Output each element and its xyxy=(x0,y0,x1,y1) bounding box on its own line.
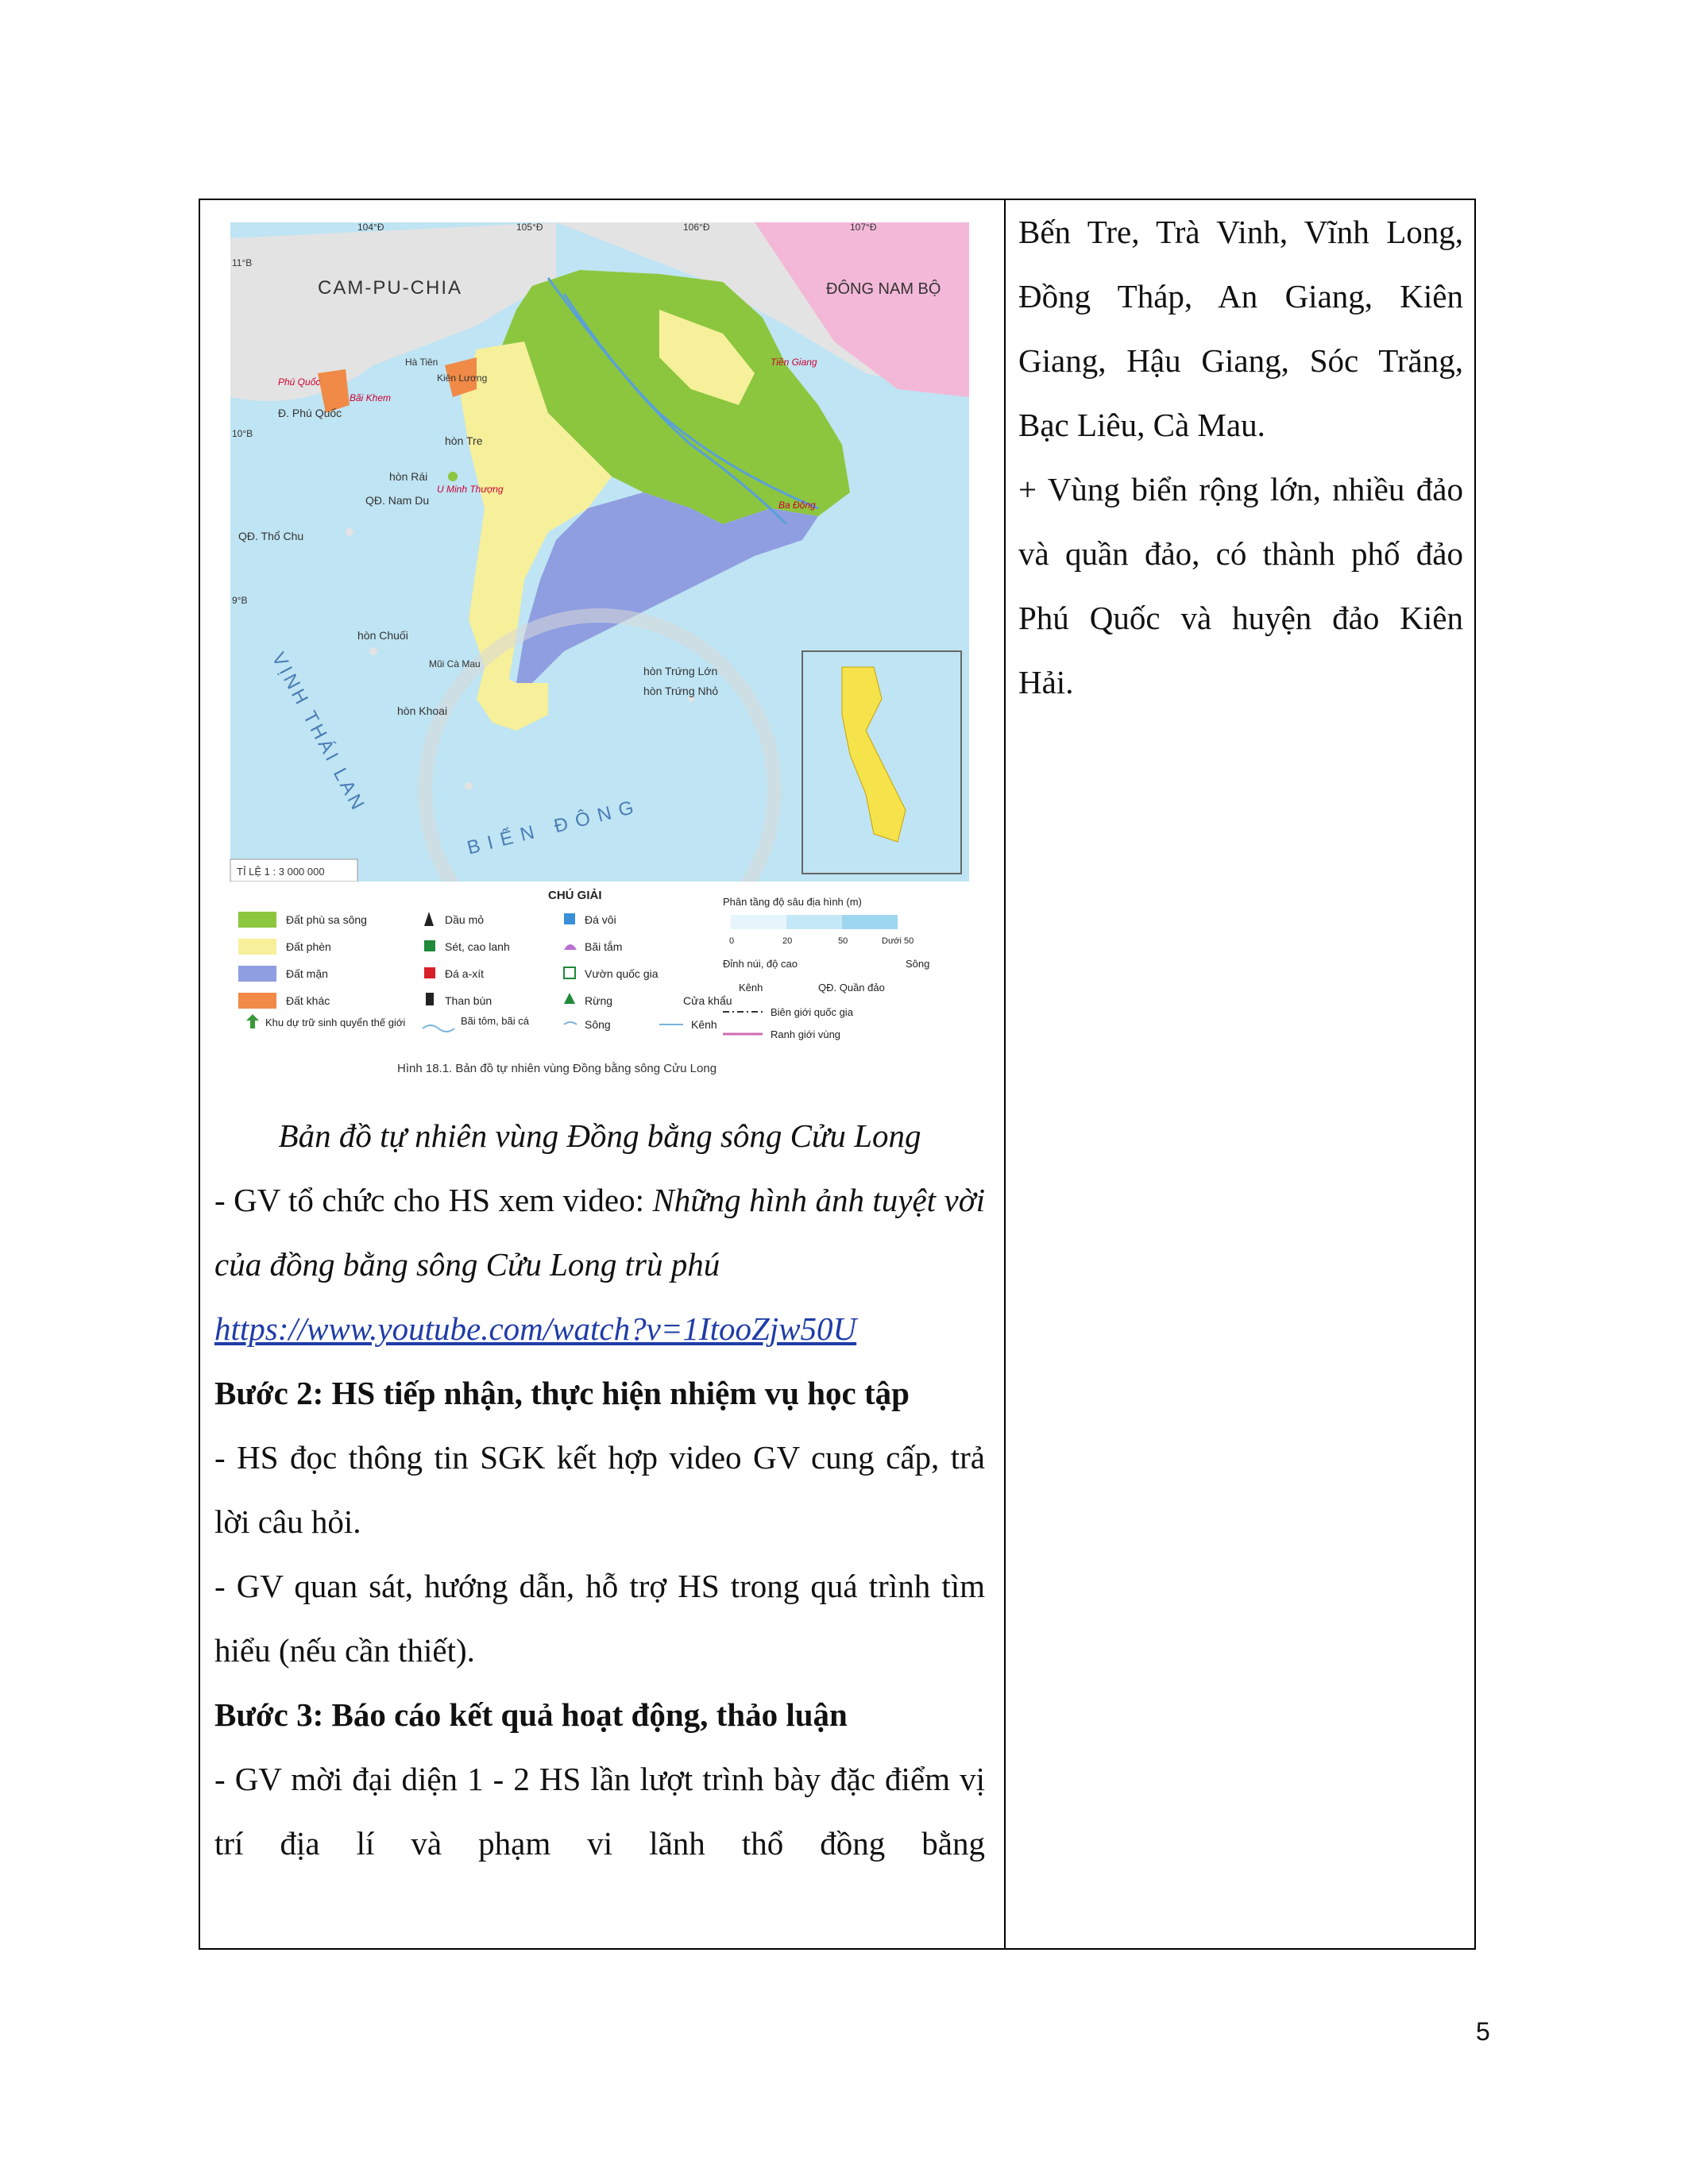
depth-tick-3: Dưới 50 xyxy=(882,936,914,946)
depth-tick-1: 20 xyxy=(782,936,793,946)
sea-paragraph: + Vùng biển rộng lớn, nhiều đảo và quần đảo, có thành phố đảo Phú Quốc và huyện đảo Kiên Hải. xyxy=(1018,471,1463,700)
mekong-delta-map xyxy=(214,206,985,1104)
swatch-other xyxy=(238,993,276,1009)
legend-other-1: Đá vôi xyxy=(585,913,616,926)
legend-marine-2: Sông xyxy=(585,1018,611,1031)
step2-paragraph-1: - HS đọc thông tin SGK kết hợp video GV cung cấp, trả lời câu hỏi. xyxy=(214,1439,985,1540)
legend-other-4: Rừng xyxy=(585,994,613,1007)
coord-lat10: 10°B xyxy=(232,428,253,439)
label-mui-ca-mau: Mũi Cà Mau xyxy=(429,658,481,669)
coord-lon106: 106°Đ xyxy=(683,222,710,233)
step3-paragraph-1: - GV mời đại diện 1 - 2 HS lần lượt trình bày đặc điểm vị trí địa lí và phạm vi lãnh thổ đồng bằng xyxy=(214,1761,985,1862)
label-tien-giang: Tiền Giang xyxy=(771,357,817,368)
column-divider xyxy=(1004,200,1006,1948)
step2-paragraph-2: - GV quan sát, hướng dẫn, hỗ trợ HS trong quá trình tìm hiểu (nếu cần thiết). xyxy=(214,1568,985,1669)
legend-mineral-4: Than bùn xyxy=(445,994,492,1007)
legend-river: Sông xyxy=(906,958,930,970)
tho-chu-island xyxy=(346,528,353,536)
label-southeast: ĐÔNG NAM BỘ xyxy=(826,280,941,298)
legend-soil-3: Đất mặn xyxy=(286,967,328,980)
label-bai-khem: Bãi Khem xyxy=(350,392,392,403)
depth-tick-0: 0 xyxy=(729,936,735,946)
legend-region-border: Ranh giới vùng xyxy=(771,1028,841,1040)
coord-lon104: 104°Đ xyxy=(357,222,384,233)
label-trung-lon: hòn Trứng Lớn xyxy=(643,665,718,677)
label-hon-rai: hòn Rái xyxy=(389,470,428,483)
right-column xyxy=(1018,200,1463,715)
hon-rai-island xyxy=(448,472,458,481)
label-ha-tien: Hà Tiên xyxy=(405,357,438,368)
legend-mineral-3: Đá a-xít xyxy=(445,967,485,980)
label-trung-nho: hòn Trứng Nhỏ xyxy=(643,685,719,697)
label-phu-quoc: Đ. Phú Quốc xyxy=(278,407,342,419)
legend-marine-1: Bãi tôm, bãi cá xyxy=(461,1015,529,1027)
swatch-saline xyxy=(238,966,276,982)
legend-other-2: Bãi tắm xyxy=(585,940,623,953)
legend-mineral-1: Dầu mỏ xyxy=(445,913,485,926)
label-gulf: VỊNH THÁI LAN xyxy=(267,649,370,816)
label-phu-quoc-beach: Phú Quốc xyxy=(278,376,321,388)
legend-biosphere: Khu dự trữ sinh quyển thế giới xyxy=(265,1017,406,1028)
hon-chuoi-island xyxy=(369,647,377,655)
scale-label: TỈ LỆ 1 : 3 000 000 xyxy=(237,866,325,878)
limestone-icon xyxy=(564,913,575,924)
swatch-alum xyxy=(238,939,276,955)
label-kien-luong: Kiên Lương xyxy=(437,372,488,384)
label-u-minh: U Minh Thượng xyxy=(437,484,504,495)
coord-lon107: 107°Đ xyxy=(850,222,877,233)
legend-soil-2: Đất phèn xyxy=(286,940,331,953)
legend-soil-4: Đất khác xyxy=(286,994,330,1007)
label-cambodia: CAM-PU-CHIA xyxy=(318,277,462,299)
legend-canal: Kênh xyxy=(739,982,763,994)
label-hon-khoai: hòn Khoai xyxy=(397,704,448,717)
video-prefix: - GV tổ chức cho HS xem video: xyxy=(214,1182,653,1218)
video-link[interactable]: https://www.youtube.com/watch?v=1ItooZjw50U xyxy=(214,1310,857,1347)
label-ba-dong: Ba Động xyxy=(778,500,816,511)
legend-soil-1: Đất phù sa sông xyxy=(286,913,367,926)
depth-swatch-2 xyxy=(786,915,842,929)
acid-rock-icon xyxy=(424,967,435,978)
legend-title: CHÚ GIẢI xyxy=(548,889,602,902)
map-figure xyxy=(214,206,985,1104)
legend-other-5: Cửa khẩu xyxy=(683,994,732,1007)
legend-mineral-2: Sét, cao lanh xyxy=(445,940,510,953)
legend-peak: Đỉnh núi, độ cao xyxy=(723,958,798,970)
depth-tick-2: 50 xyxy=(838,936,848,946)
depth-swatch-3 xyxy=(842,915,898,929)
label-hon-chuoi: hòn Chuối xyxy=(357,629,408,642)
label-east-sea: BIỂN ĐÔNG xyxy=(465,794,643,859)
label-nam-du: QĐ. Nam Du xyxy=(365,494,430,507)
hon-khoai-island xyxy=(465,782,473,790)
depth-swatch-1 xyxy=(731,915,786,929)
coord-lat9: 9°B xyxy=(232,595,248,606)
legend-other-3: Vườn quốc gia xyxy=(585,967,659,980)
legend-border: Biên giới quốc gia xyxy=(771,1006,853,1018)
coord-lat11: 11°B xyxy=(232,257,253,268)
legend-marine-3: Kênh xyxy=(691,1018,717,1031)
step3-title: Bước 3: Báo cáo kết quả hoạt động, thảo luận xyxy=(214,1696,848,1733)
page-number: 5 xyxy=(1476,2017,1490,2046)
swatch-alluvial xyxy=(238,912,276,928)
clay-icon xyxy=(424,940,435,951)
coord-lon105: 105°Đ xyxy=(516,222,543,233)
video-paragraph xyxy=(214,1168,985,1361)
peat-icon xyxy=(426,993,434,1005)
left-column xyxy=(214,206,985,1876)
figure-caption: Hình 18.1. Bản đồ tự nhiên vùng Đồng bằng sông Cửu Long xyxy=(397,1062,717,1075)
label-tho-chu: QĐ. Thổ Chu xyxy=(238,530,304,542)
map-caption: Bản đồ tự nhiên vùng Đồng bằng sông Cửu Long xyxy=(278,1117,921,1154)
label-hon-tre: hòn Tre xyxy=(445,434,483,447)
legend-archipelago: QĐ. Quần đảo xyxy=(818,982,885,994)
video-title: Những hình ảnh tuyệt vời của đồng bằng sông Cửu Long trù phú xyxy=(214,1182,985,1283)
depth-title: Phân tầng độ sâu địa hình (m) xyxy=(723,896,862,908)
provinces-paragraph: Bến Tre, Trà Vinh, Vĩnh Long, Đồng Tháp, An Giang, Kiên Giang, Hậu Giang, Sóc Trăng, Bạc Liêu, Cà Mau. xyxy=(1018,214,1463,443)
content-table xyxy=(199,199,1476,1950)
step2-title: Bước 2: HS tiếp nhận, thực hiện nhiệm vụ học tập xyxy=(214,1375,910,1411)
